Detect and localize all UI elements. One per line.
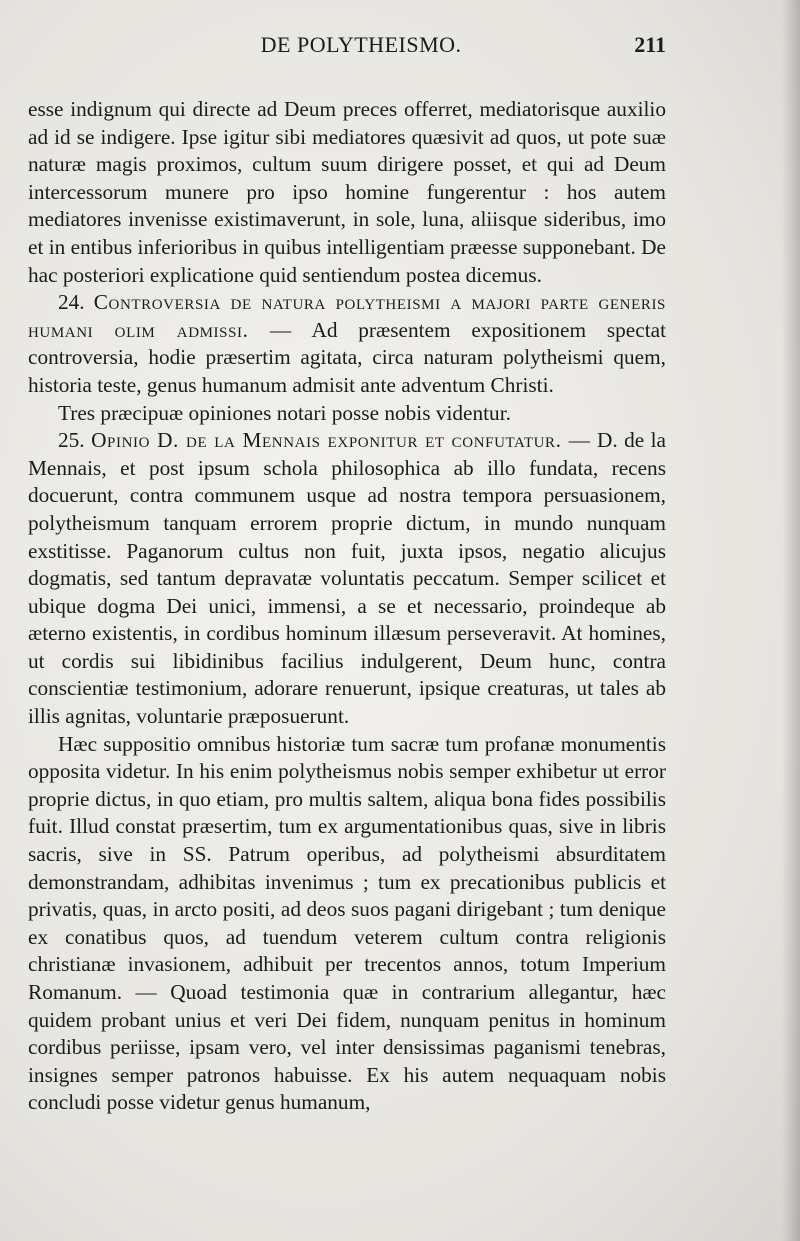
paragraph-continued: esse indignum qui directe ad Deum preces offerret, mediatorisque auxilio ad id se indigere. Ipse igitur sibi mediatores quæsivit ad quos, ut pote suæ naturæ magis proximos, cultum suum dirigere posset, et qui ad Deum intercessorum munere pro ipso homine fungerentur : hos autem mediatores invenisse existimaverunt, in sole, luna, aliisque sideribus, imo et in entibus inferioribus in quibus intelligentiam præesse supponebant. De hac posteriori explicatione quid sentiendum postea dicemus. <box>28 97 666 287</box>
section-24-text: Ad præsentem expositionem spectat controversia, hodie præsertim agitata, circa naturam polytheismi quem, historia teste, genus humanum admisit ante adventum Christi. <box>28 317 666 397</box>
body-text <box>28 96 666 1117</box>
section-24 <box>28 289 666 399</box>
section-25-heading: Opinio D. de la Mennais exponitur et confutatur. — <box>91 428 591 453</box>
section-24-heading: Controversia de natura polytheismi a majori parte generis humani olim admissi. — <box>28 290 666 342</box>
section-25 <box>28 427 666 731</box>
section-25-text: D. de la Mennais, et post ipsum schola philosophica ab illo fundata, recens docuerunt, contra communem usque ad nostra tempora persuasionem, polytheismum tanquam errorem proprie dictum, in mundo nunquam exstitisse. Paganorum cultus non fuit, juxta ipsos, negatio alicujus dogmatis, sed tantum depravatæ voluntatis peccatum. Semper scilicet et ubique dogma Dei unici, immensi, a se et necessario, proindeque ab æterno existentis, in cordibus hominum illæsum perseveravit. At homines, ut cordis sui libidinibus facilius indulgerent, Deum hunc, contra conscientiæ testimonium, adorare renuerunt, ipsique creaturas, ut tales ab illis agnitas, voluntarie præposuerunt. <box>28 428 666 729</box>
paragraph-tres: Tres præcipuæ opiniones notari posse nobis videntur. <box>58 400 511 425</box>
page-number: 211 <box>634 32 666 57</box>
section-24-number: 24. <box>58 290 85 315</box>
paragraph-haec: Hæc suppositio omnibus historiæ tum sacræ tum profanæ monumentis opposita videtur. In his enim polytheismus nobis semper exhibetur ut error proprie dictus, in quo etiam, pro multis saltem, aliqua bona fides possibilis fuit. Illud constat præsertim, tum ex argumentationibus quas, sive in libris sacris, sive in SS. Patrum operibus, ad polytheismi absurditatem demonstrandam, adhibitas invenimus ; tum ex precationibus publicis et privatis, quas, in arcto positi, ad deos suos pagani dirigebant ; tum denique ex conatibus quos, ad tuendum veterem cultum contra religionis christianæ invasionem, adhibuit per trecentos annos, totum Imperium Romanum. — Quoad testimonia quæ in contrarium allegantur, hæc quidem probant unius et veri Dei fidem, nunquam penitus in hominum cordibus periisse, ipsam vero, vel inter densissimas paganismi tenebras, insignes semper patronos habuisse. Ex his autem nequaquam nobis concludi posse videtur genus humanum, <box>28 731 666 1115</box>
running-head <box>28 32 666 68</box>
running-title: DE POLYTHEISMO. <box>260 32 462 57</box>
section-25-number: 25. <box>58 428 85 453</box>
